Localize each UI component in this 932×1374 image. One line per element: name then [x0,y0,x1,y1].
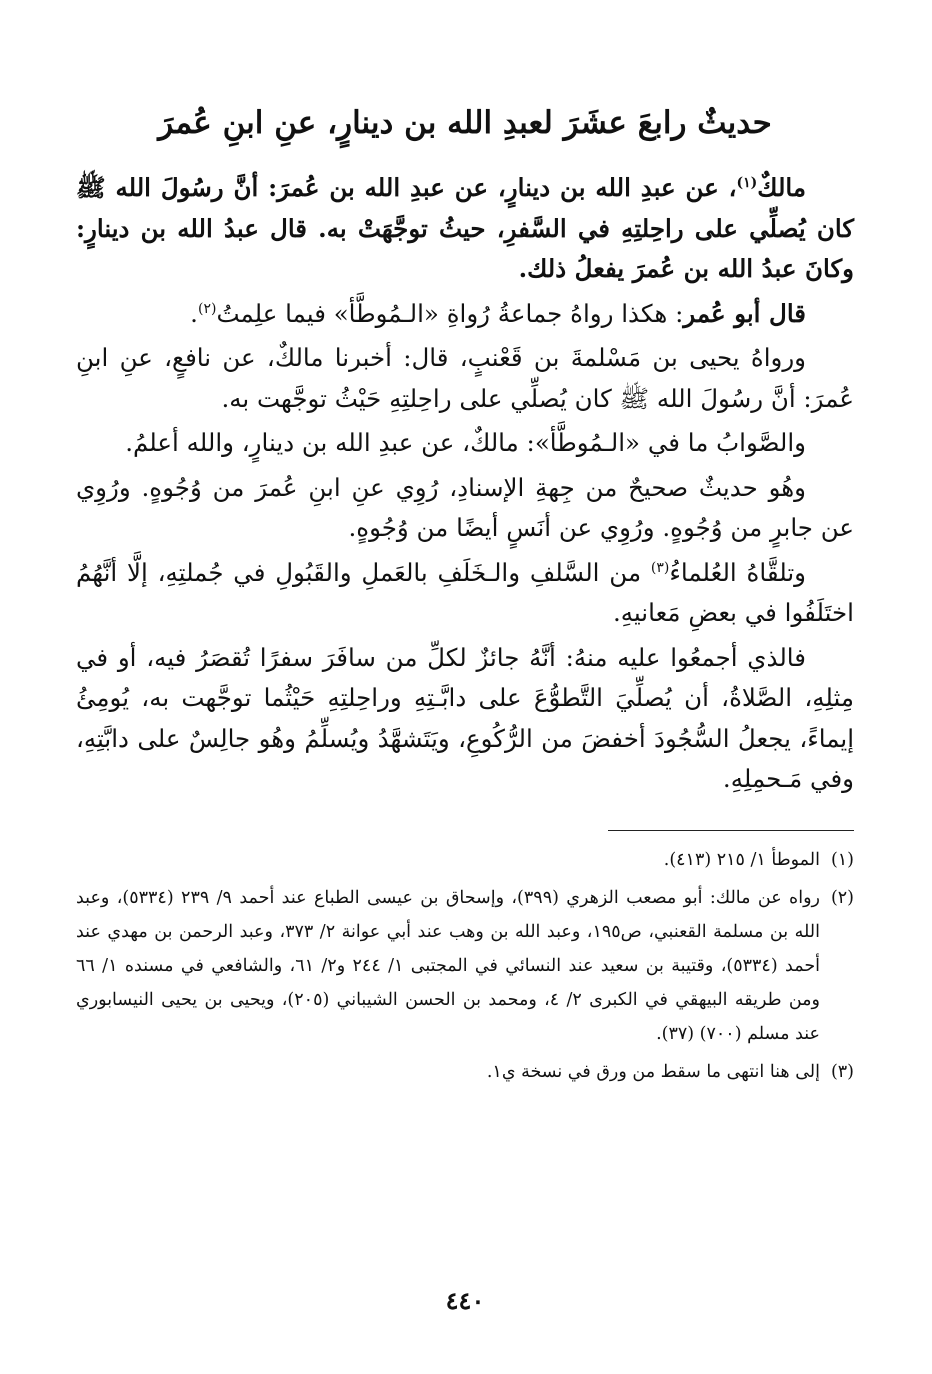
footnotes [76,843,854,1089]
commentary-text: وتلقَّاهُ العُلماءُ [669,557,806,587]
footnote-marker: (١) [736,174,758,191]
document-page [76,100,854,1360]
commentary-paragraph [76,338,854,419]
commentary-tail: . [190,298,198,328]
main-text [76,168,854,800]
hadith-paragraph [76,168,854,290]
footnote-number: (١) [830,849,854,870]
commentary-text: : هكذا رواهُ جماعةُ رُواةِ «الـمُوطَّأ» فيما علِمتُ [216,298,684,328]
commentary-paragraph [76,638,854,800]
footnote [76,881,854,1051]
commentary-text: فالذي أجمعُوا عليه منهُ: أنَّهُ جائزٌ لكلِّ من سافَرَ سفرًا تُقصَرُ فيه، أو في مِثلِهِ، الصَّلاةُ، أن يُصلِّيَ التَّطوُّعَ على دابَّـتِهِ وراحِلتِهِ حَيْثُما توجَّهت به، يُومِئُ إيماءً، يجعلُ السُّجُودَ أخفضَ من الرُّكُوعِ، ويَتَشهَّدُ ويُسلِّمُ وهُو جالِسٌ على دابَّتِهِ، وفي مَـحمِلِهِ. [76,642,854,793]
commentary-text: والصَّوابُ ما في «الـمُوطَّأ»: مالكٌ، عن عبدِ الله بن دينارٍ، والله أعلمُ. [125,428,806,457]
footnote-marker: (٣) [650,559,670,576]
footnote-text: الموطأ ١/ ٢١٥ (٤١٣). [663,849,820,870]
commentary-paragraph [76,294,854,335]
page-number: ٤٤٠ [445,1286,485,1315]
footnote-separator [608,830,854,831]
hadith-title: حديثٌ رابعَ عشَرَ لعبدِ الله بن دينارٍ، عنِ ابنِ عُمرَ [158,105,772,141]
hadith-text: ، عن عبدِ الله بن دينارٍ، عن عبدِ الله بن عُمرَ: أنَّ رسُولَ الله ﷺ كان يُصلِّي على راحِلتِهِ في السَّفرِ، حيثُ توجَّهَتْ به. قال عبدُ الله بن دينارٍ: وكانَ عبدُ الله بن عُمرَ يفعلُ ذلك. [76,173,854,283]
commentary-paragraph [76,423,854,464]
footnote-text: رواه عن مالك: أبو مصعب الزهري (٣٩٩)، وإسحاق بن عيسى الطباع عند أحمد ٩/ ٢٣٩ (٥٣٣٤)، وعبد الله بن مسلمة القعنبي، ص١٩٥، وعبد الله بن وهب عند أبي عوانة ٢/ ٣٧٣، وعبد الرحمن بن مهدي عند أحمد (٥٣٣٤)، وقتيبة بن سعيد عند النسائي في المجتبى ١/ ٢٤٤ و٢/ ٦١، والشافعي في مسنده ١/ ٦٦ ومن طريقه البيهقي في الكبرى ٢/ ٤، ومحمد بن الحسن الشيباني (٢٠٥)، ويحيى بن يحيى النيسابوري عند مسلم (٧٠٠) (٣٧). [76,887,821,1044]
commentary-paragraph [76,553,854,634]
commentary-tail: من السَّلفِ والـخَلَفِ بالعَملِ والقَبُولِ في جُملتِهِ، إلَّا أنَّهُمُ اختَلَفُوا في بعضِ مَعانيهِ. [76,557,854,627]
footnote [76,843,854,877]
author-name: قال أبو عُمر [683,298,806,328]
commentary-text: ورواهُ يحيى بن مَسْلمةَ بن قَعْنبٍ، قال: أخبرنا مالكٌ، عن نافعٍ، عنِ ابنِ عُمرَ: أنَّ رسُولَ الله ﷺ كان يُصلِّي على راحِلتِهِ حَيْثُ توجَّهت به. [76,343,854,413]
footnote-text: إلى هنا انتهى ما سقط من ورق في نسخة ي١. [486,1061,820,1082]
commentary-text: وهُو حديثٌ صحيحٌ من جِهةِ الإسنادِ، رُوِي عنِ ابنِ عُمرَ من وُجُوهٍ. ورُوِي عن جابرٍ من وُجُوهٍ. ورُوِي عن أنَسٍ أيضًا من وُجُوهٍ. [76,472,854,542]
footnote-number: (٣) [830,1061,854,1082]
narrator-name: مالكٌ [757,173,806,202]
footnote-marker: (٢) [197,300,217,317]
footnote-number: (٢) [830,887,854,908]
commentary-paragraph [76,468,854,549]
footnote [76,1055,854,1089]
